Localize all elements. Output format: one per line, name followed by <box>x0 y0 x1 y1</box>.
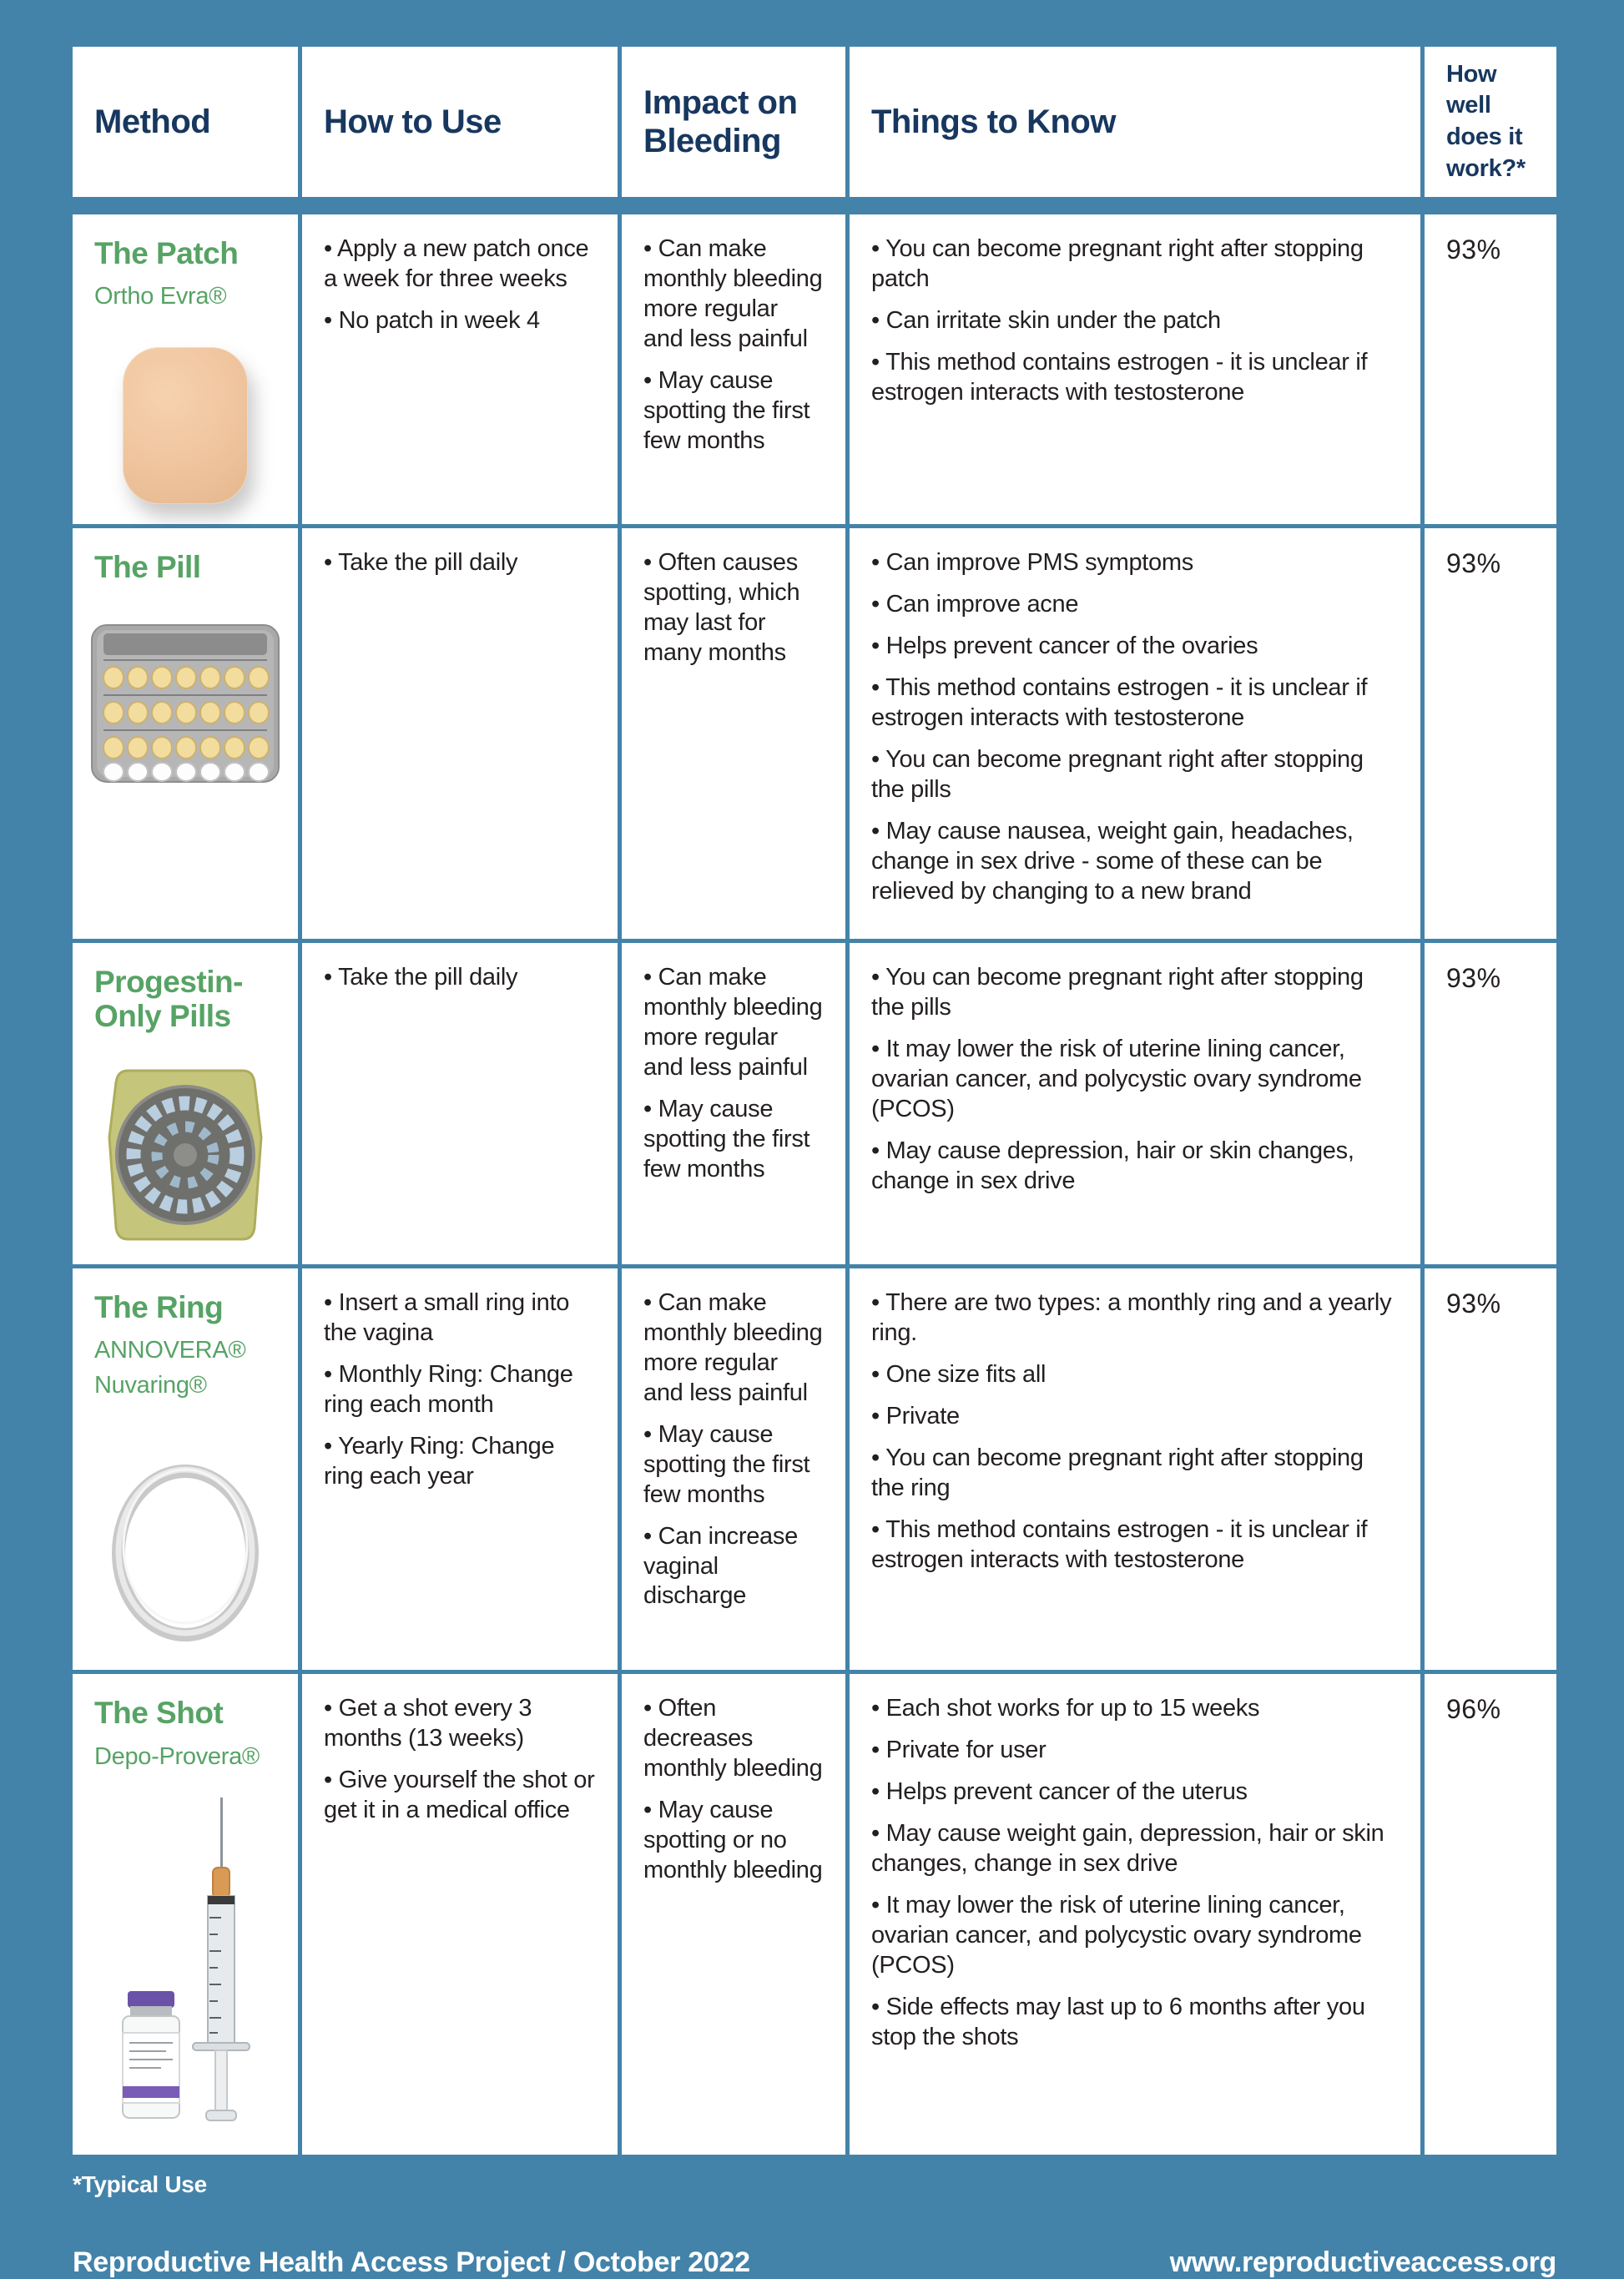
brand-list <box>94 1333 276 1403</box>
method-cell <box>73 1674 298 2154</box>
typical-use-footnote: *Typical Use <box>73 2171 207 2197</box>
header-impact-on-bleeding: Impact on Bleeding <box>622 47 845 197</box>
effectiveness-cell <box>1425 943 1556 1264</box>
brand-list <box>94 279 276 314</box>
table-header-row <box>73 47 1556 197</box>
impact-cell <box>622 1268 845 1671</box>
bullet-item: • Can make monthly bleeding more regular and less painful <box>643 1288 824 1409</box>
table-body <box>73 214 1556 2155</box>
bullet-item: • May cause spotting or no monthly bleeding <box>643 1796 824 1886</box>
bullet-item: • This method contains estrogen - it is unclear if estrogen interacts with testosterone <box>871 673 1399 734</box>
bullet-item: • May cause depression, hair or skin changes, change in sex drive <box>871 1137 1399 1197</box>
method-cell <box>73 528 298 939</box>
bullet-item: • Monthly Ring: Change ring each month <box>324 1360 596 1420</box>
bullet-list <box>871 963 1399 1197</box>
bullet-item: • One size fits all <box>871 1360 1399 1390</box>
bullet-list <box>324 963 596 993</box>
things-to-know-cell <box>850 1674 1420 2154</box>
bullet-item: • This method contains estrogen - it is unclear if estrogen interacts with testosterone <box>871 348 1399 408</box>
effectiveness-value: 96% <box>1446 1694 1501 1725</box>
bullet-list <box>643 548 824 668</box>
bullet-item: • This method contains estrogen - it is unclear if estrogen interacts with testosterone <box>871 1515 1399 1576</box>
how-to-use-cell <box>302 943 618 1264</box>
bullet-list <box>871 548 1399 907</box>
bullet-list <box>324 234 596 336</box>
how-to-use-cell <box>302 214 618 524</box>
bullet-list <box>324 1694 596 1826</box>
effectiveness-value: 93% <box>1446 1288 1501 1318</box>
bullet-list <box>643 234 824 456</box>
bullet-item: • No patch in week 4 <box>324 306 596 336</box>
bullet-item: • Insert a small ring into the vagina <box>324 1288 596 1349</box>
brand-name: Ortho Evra® <box>94 283 227 310</box>
vaginal-ring-photo <box>102 1453 269 1650</box>
bullet-list <box>643 963 824 1185</box>
bullet-item: • Can increase vaginal discharge <box>643 1522 824 1612</box>
bullet-item: • There are two types: a monthly ring and a yearly ring. <box>871 1288 1399 1349</box>
effectiveness-value: 93% <box>1446 548 1501 579</box>
brand-name: Depo-Provera® <box>94 1742 260 1770</box>
bullet-list <box>871 1288 1399 1576</box>
bullet-list <box>643 1694 824 1886</box>
bullet-item: • May cause weight gain, depression, hair or skin changes, change in sex drive <box>871 1819 1399 1879</box>
how-to-use-cell <box>302 528 618 939</box>
header-things-to-know: Things to Know <box>850 47 1420 197</box>
brand-list <box>94 1739 276 1774</box>
header-method: Method <box>73 47 298 197</box>
how-to-use-cell <box>302 1268 618 1671</box>
effectiveness-cell <box>1425 528 1556 939</box>
bullet-list <box>871 1694 1399 2053</box>
method-title: Progestin-Only Pills <box>94 965 243 1034</box>
bullet-item: • Helps prevent cancer of the ovaries <box>871 632 1399 662</box>
bullet-item: • Get a shot every 3 months (13 weeks) <box>324 1694 596 1754</box>
bullet-item: • Can irritate skin under the patch <box>871 306 1399 336</box>
bullet-item: • May cause spotting the first few months <box>643 1095 824 1185</box>
bullet-item: • Give yourself the shot or get it in a medical office <box>324 1766 596 1826</box>
bullet-item: • Often causes spotting, which may last for many months <box>643 548 824 668</box>
bullet-item: • May cause nausea, weight gain, headaches, change in sex drive - some of these can be relieved by changing to a new brand <box>871 817 1399 907</box>
things-to-know-cell <box>850 528 1420 939</box>
method-title: The Ring <box>94 1289 224 1324</box>
how-to-use-cell <box>302 1674 618 2154</box>
bullet-item: • Can improve PMS symptoms <box>871 548 1399 578</box>
bullet-item: • Often decreases monthly bleeding <box>643 1694 824 1784</box>
bullet-list <box>324 548 596 578</box>
bullet-item: • May cause spotting the first few months <box>643 366 824 456</box>
bullet-list <box>871 234 1399 408</box>
bullet-item: • Each shot works for up to 15 weeks <box>871 1694 1399 1724</box>
bullet-item: • Side effects may last up to 6 months after you stop the shots <box>871 1993 1399 2053</box>
bullet-item: • Take the pill daily <box>324 963 596 993</box>
bullet-list <box>643 1288 824 1612</box>
method-cell <box>73 943 298 1264</box>
bullet-item: • Can improve acne <box>871 590 1399 620</box>
bullet-item: • You can become pregnant right after stopping the pills <box>871 963 1399 1023</box>
header-effectiveness: How well does it work?* <box>1425 47 1556 197</box>
impact-cell <box>622 1674 845 2154</box>
footer-source: Reproductive Health Access Project / October 2022 <box>73 2246 750 2278</box>
effectiveness-cell <box>1425 1674 1556 2154</box>
patch-photo <box>123 347 248 504</box>
effectiveness-value: 93% <box>1446 234 1501 265</box>
bullet-item: • Apply a new patch once a week for three weeks <box>324 234 596 295</box>
bullet-item: • It may lower the risk of uterine lining cancer, ovarian cancer, and polycystic ovary syndrome (PCOS) <box>871 1891 1399 1981</box>
bullet-item: • Can make monthly bleeding more regular and less painful <box>643 963 824 1083</box>
effectiveness-value: 93% <box>1446 963 1501 994</box>
bullet-item: • Private for user <box>871 1736 1399 1766</box>
brand-name: Nuvaring® <box>94 1372 207 1399</box>
bullet-list <box>324 1288 596 1492</box>
things-to-know-cell <box>850 943 1420 1264</box>
impact-cell <box>622 943 845 1264</box>
bullet-item: • You can become pregnant right after stopping the pills <box>871 745 1399 805</box>
method-cell <box>73 1268 298 1671</box>
bullet-item: • Yearly Ring: Change ring each year <box>324 1432 596 1492</box>
method-title: The Shot <box>94 1696 224 1731</box>
effectiveness-cell <box>1425 214 1556 524</box>
things-to-know-cell <box>850 214 1420 524</box>
method-title: The Pill <box>94 550 201 585</box>
effectiveness-cell <box>1425 1268 1556 1671</box>
method-title: The Patch <box>94 236 239 270</box>
bullet-item: • Helps prevent cancer of the uterus <box>871 1777 1399 1808</box>
footer <box>73 2246 1556 2279</box>
progestin-dial-pack-photo <box>103 1066 268 1244</box>
impact-cell <box>622 528 845 939</box>
brand-name: ANNOVERA® <box>94 1337 246 1364</box>
impact-cell <box>622 214 845 524</box>
things-to-know-cell <box>850 1268 1420 1671</box>
bullet-item: • May cause spotting the first few months <box>643 1420 824 1510</box>
bullet-item: • Can make monthly bleeding more regular and less painful <box>643 234 824 355</box>
bullet-item: • It may lower the risk of uterine lining cancer, ovarian cancer, and polycystic ovary syndrome (PCOS) <box>871 1035 1399 1125</box>
bullet-item: • Private <box>871 1402 1399 1432</box>
header-how-to-use: How to Use <box>302 47 618 197</box>
bullet-item: • You can become pregnant right after stopping patch <box>871 234 1399 295</box>
syringe-and-vial-photo <box>94 1792 276 2135</box>
pill-pack-photo <box>90 623 280 784</box>
method-cell <box>73 214 298 524</box>
footer-website: www.reproductiveaccess.org <box>1169 2246 1556 2278</box>
bullet-item: • Take the pill daily <box>324 548 596 578</box>
bullet-item: • You can become pregnant right after stopping the ring <box>871 1444 1399 1504</box>
